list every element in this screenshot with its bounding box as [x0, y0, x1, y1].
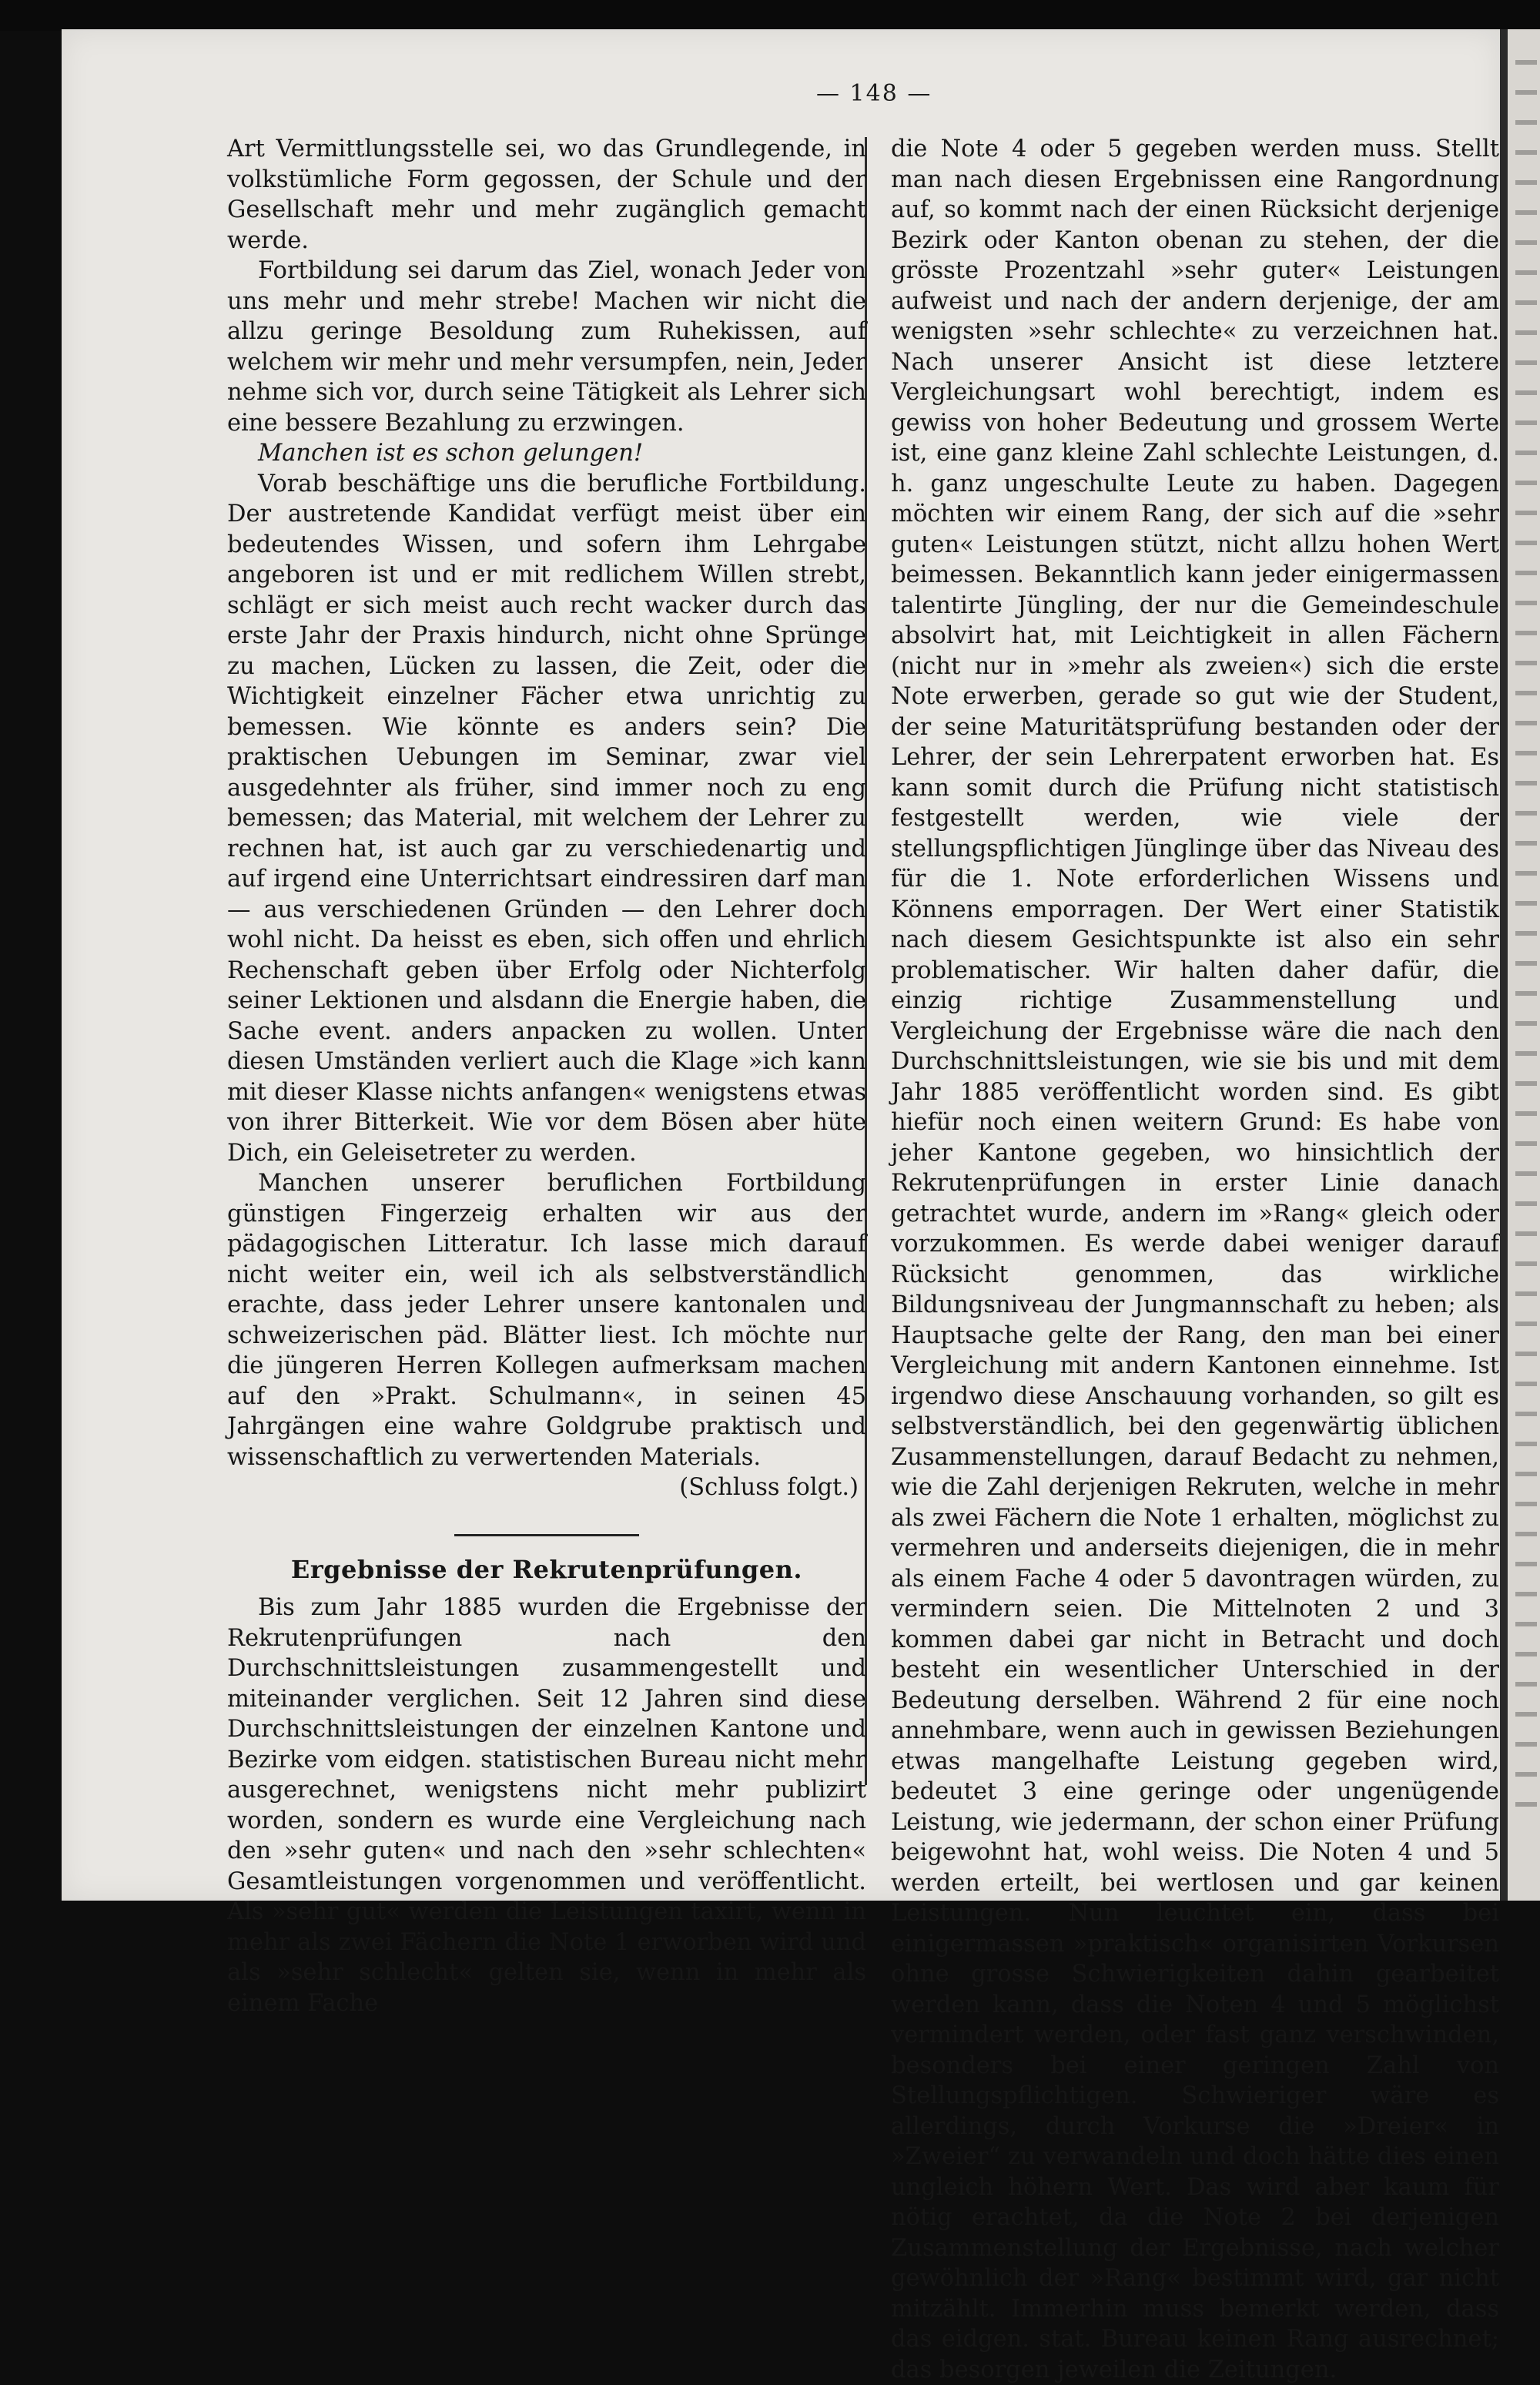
- document-page: [62, 29, 1500, 2383]
- closing-note: (Schluss folgt.): [679, 1474, 859, 1501]
- binding-gutter: [1500, 29, 1508, 1901]
- italic-paragraph: Manchen ist es schon gelungen!: [258, 440, 644, 467]
- paragraph: Manchen unserer beruflichen Fortbildung günstigen Fingerzeig erhalten wir aus der pädagogischen Litteratur. Ich lasse mich darauf nicht weiter ein, weil ich als selbstverständlich erachte, dass jeder Lehrer unsere kantonalen und schweizerischen päd. Blätter liest. Ich möchte nur die jüngeren Herren Kollegen aufmerksam machen auf den »Prakt. Schulmann«, in seinen 45 Jahrgängen eine wahre Goldgrube praktisch und wissenschaftlich zu verwertenden Materials.: [227, 1170, 866, 1471]
- adjacent-page-text: [1515, 60, 1537, 1831]
- adjacent-page-edge: [1500, 29, 1540, 1901]
- paragraph: Fortbildung sei darum das Ziel, wonach Jeder von uns mehr und mehr strebe! Machen wir nicht die allzu geringe Besoldung zum Ruhekissen, auf welchem wir mehr und mehr versumpfen, nein, Jeder nehme sich vor, durch seine Tätigkeit als Lehrer sich eine bessere Bezahlung zu erzwingen.: [227, 257, 866, 437]
- paragraph: Vorab beschäftige uns die berufliche Fortbildung. Der austretende Kandidat verfügt meist über ein bedeutendes Wissen, und sofern ihm Lehrgabe angeboren ist und er mit redlichem Willen strebt, schlägt er sich meist auch recht wacker durch das erste Jahr der Praxis hindurch, nicht ohne Sprünge zu machen, Lücken zu lassen, die Zeit, oder die Wichtigkeit einzelner Fächer etwa unrichtig zu bemessen. Wie könnte es anders sein? Die praktischen Uebungen im Seminar, zwar viel ausgedehnter als früher, sind immer noch zu eng bemessen; das Material, mit welchem der Lehrer zu rechnen hat, ist auch gar zu verschiedenartig und auf irgend eine Unterrichtsart eindressiren darf man — aus verschiedenen Gründen — den Lehrer doch wohl nicht. Da heisst es eben, sich offen und ehrlich Rechenschaft geben über Erfolg oder Nichterfolg seiner Lektionen und alsdann die Energie haben, die Sache event. anders anpacken zu wollen. Unter diesen Umständen verliert auch die Klage »ich kann mit dieser Klasse nichts anfangen« wenigstens etwas von ihrer Bitterkeit. Wie vor dem Bösen aber hüte Dich, ein Geleisetreter zu werden.: [227, 470, 866, 1167]
- right-column: [891, 134, 1499, 2385]
- paragraph: die Note 4 oder 5 gegeben werden muss. Stellt man nach diesen Ergebnissen eine Rangordnung auf, so kommt nach der einen Rücksicht derjenige Bezirk oder Kanton obenan zu stehen, der die grösste Prozentzahl »sehr guter« Leistungen aufweist und nach der andern derjenige, der am wenigsten »sehr schlechte« zu verzeichnen hat. Nach unserer Ansicht ist diese letztere Vergleichungsart wohl berechtigt, indem es gewiss von hoher Bedeutung und grossem Werte ist, eine ganz kleine Zahl schlechte Leistungen, d. h. ganz ungeschulte Leute zu haben. Dagegen möchten wir einem Rang, der sich auf die »sehr guten« Leistungen stützt, nicht allzu hohen Wert beimessen. Bekanntlich kann jeder einigermassen talentirte Jüngling, der nur die Gemeindeschule absolvirt hat, mit Leichtigkeit in allen Fächern (nicht nur in »mehr als zweien«) sich die erste Note erwerben, gerade so gut wie der Student, der seine Maturitätsprüfung bestanden oder der Lehrer, der sein Lehrerpatent erworben hat. Es kann somit durch die Prüfung nicht statistisch festgestellt werden, wie viele der stellungspflichtigen Jünglinge über das Niveau des für die 1. Note erforderlichen Wissens und Könnens emporragen. Der Wert einer Statistik nach diesem Gesichtspunkte ist also ein sehr problematischer. Wir halten daher dafür, die einzig richtige Zusammenstellung und Vergleichung der Ergebnisse wäre die nach den Durchschnittsleistungen, wie sie bis und mit dem Jahr 1885 veröffentlicht worden sind. Es gibt hiefür noch einen weitern Grund: Es habe von jeher Kantone gegeben, wo hinsichtlich der Rekrutenprüfungen in erster Linie danach getrachtet wurde, andern im »Rang« gleich oder vorzukommen. Es werde dabei weniger darauf Rücksicht genommen, das wirkliche Bildungsniveau der Jungmannschaft zu heben; als Hauptsache gelte der Rang, den man bei einer Vergleichung mit andern Kantonen einnehme. Ist irgendwo diese Anschauung vorhanden, so gilt es selbstverständlich, bei den gegenwärtig üblichen Zusammenstellungen, darauf Bedacht zu nehmen, wie die Zahl derjenigen Rekruten, welche in mehr als zwei Fächern die Note 1 erhalten, möglichst zu vermehren und anderseits diejenigen, die in mehr als einem Fache 4 oder 5 davontragen würden, zu vermindern seien. Die Mittelnoten 2 und 3 kommen dabei gar nicht in Betracht und doch besteht ein wesentlicher Unterschied in der Bedeutung derselben. Während 2 für eine noch annehmbare, wenn auch in gewissen Beziehungen etwas mangelhafte Leistung gegeben wird, bedeutet 3 eine geringe oder ungenügende Leistung, wie jedermann, der schon einer Prüfung beigewohnt hat, wohl weiss. Die Noten 4 und 5 werden erteilt, bei wertlosen und gar keinen Leistungen. Nun leuchtet ein, dass bei einigermassen »praktisch« organisirten Vorkursen ohne grosse Schwierigkeiten dahin gearbeitet werden kann, dass die Noten 4 und 5 möglichst vermindert werden, oder fast ganz verschwinden, besonders bei einer geringen Zahl von Stellungspflichtigen. Schwieriger wäre es allerdings, durch Vorkurse die »Dreier« in »Zweier“ zu verwandeln und doch hätte dies einen ungleich höhern Wert. Das wird aber kaum für nötig erachtet, da die Note 2 bei derjenigen Zusammenstellung der Ergebnisse, nach welcher gewöhnlich der »Rang« bestimmt wird, gar nicht mitzählt. Immerhin muss bemerkt werden, dass das eidgen. stat. Bureau keinen Rang ausrechnet; das besorgen jeweilen die Zeitungen.: [891, 136, 1499, 2383]
- paragraph: Bis zum Jahr 1885 wurden die Ergebnisse der Rekrutenprüfungen nach den Durchschnittsleistungen zusammengestellt und miteinander verglichen. Seit 12 Jahren sind diese Durchschnittsleistungen der einzelnen Kantone und Bezirke vom eidgen. statistischen Bureau nicht mehr ausgerechnet, wenigstens nicht mehr publizirt worden, sondern es wurde eine Vergleichung nach den »sehr guten« und nach den »sehr schlechten« Gesamtleistungen vorgenommen und veröffentlicht. Als »sehr gut« werden die Leistungen taxirt, wenn in mehr als zwei Fächern die Note 1 erworben wird und als »sehr schlecht« gelten sie, wenn in mehr als einem Fache: [227, 1594, 866, 2017]
- scan-border: [0, 0, 1540, 31]
- paragraph: Art Vermittlungsstelle sei, wo das Grundlegende, in volkstümliche Form gegossen, der Schule und der Gesellschaft mehr und mehr zugänglich gemacht werde.: [227, 136, 866, 254]
- page-number: — 148 —: [816, 80, 932, 107]
- section-title: Ergebnisse der Rekrutenprüfungen.: [290, 1554, 803, 1584]
- left-column: [227, 134, 866, 2018]
- section-divider: [454, 1534, 639, 1536]
